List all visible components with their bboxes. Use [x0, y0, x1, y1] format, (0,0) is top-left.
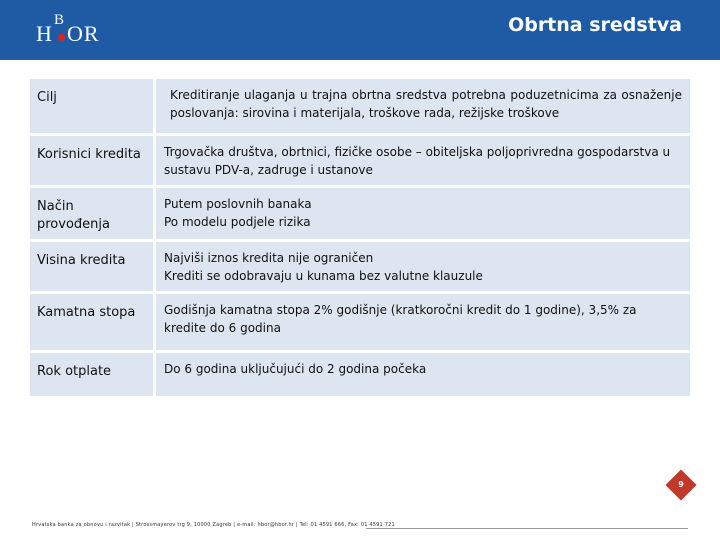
row-value [156, 294, 690, 350]
footer-contact-text: Hrvatska banka za obnovu i razvitak | Strossmayerov trg 9, 10000 Zagreb | e-mail: hbor@hbor.hr | Tel: 01 4591 666, Fax: 01 4591 721 [32, 522, 395, 528]
row-value [156, 188, 690, 239]
row-value [156, 79, 690, 133]
table-row-kamatna [30, 294, 690, 350]
row-label: Kamatna stopa [30, 294, 156, 350]
logo-letters-or: OR [67, 21, 100, 46]
row-label: Rok otplate [30, 353, 156, 396]
row-value [156, 242, 690, 291]
row-value [156, 353, 690, 396]
loan-info-table [30, 76, 690, 399]
table-row-nacin [30, 188, 690, 239]
row-label: Način provođenja [30, 188, 156, 239]
table-row-korisnici [30, 136, 690, 185]
value-line: Krediti se odobravaju u kunama bez valutne klauzule [164, 269, 483, 284]
logo-letter-b: B [54, 12, 65, 28]
value-line: Trgovačka društva, obrtnici, fizičke osobe – obiteljska poljoprivredna gospodarstva u sustavu PDV-a, zadruge i ustanove [164, 145, 671, 177]
hbor-logo[interactable] [36, 12, 126, 48]
logo-letter-h: H [36, 21, 53, 46]
table-row-rok [30, 353, 690, 396]
table-row-cilj [30, 79, 690, 133]
value-line: Najviši iznos kredita nije ograničen [164, 251, 374, 266]
logo-dot-icon [58, 34, 65, 41]
page-title: Obrtna sredstva [508, 14, 682, 36]
footer-divider [366, 528, 688, 529]
page-number: 9 [678, 480, 684, 489]
row-value [156, 136, 690, 185]
table-row-visina [30, 242, 690, 291]
row-label: Cilj [30, 79, 156, 133]
row-label: Visina kredita [30, 242, 156, 291]
value-line: Godišnja kamatna stopa 2% godišnje (kratkoročni kredit do 1 godine), 3,5% za kredite do 6 godina [164, 303, 637, 336]
value-line: Po modelu podjele rizika [164, 215, 311, 229]
value-line: Putem poslovnih banaka [164, 197, 312, 211]
header-bar [0, 0, 720, 60]
value-line: Kreditiranje ulaganja u trajna obrtna sredstva potrebna poduzetnicima za osnaženje poslovanja: sirovina i materijala, troškove rada, režijske troškove [170, 88, 682, 120]
value-line: Do 6 godina uključujući do 2 godina počeka [164, 362, 427, 377]
row-label: Korisnici kredita [30, 136, 156, 185]
